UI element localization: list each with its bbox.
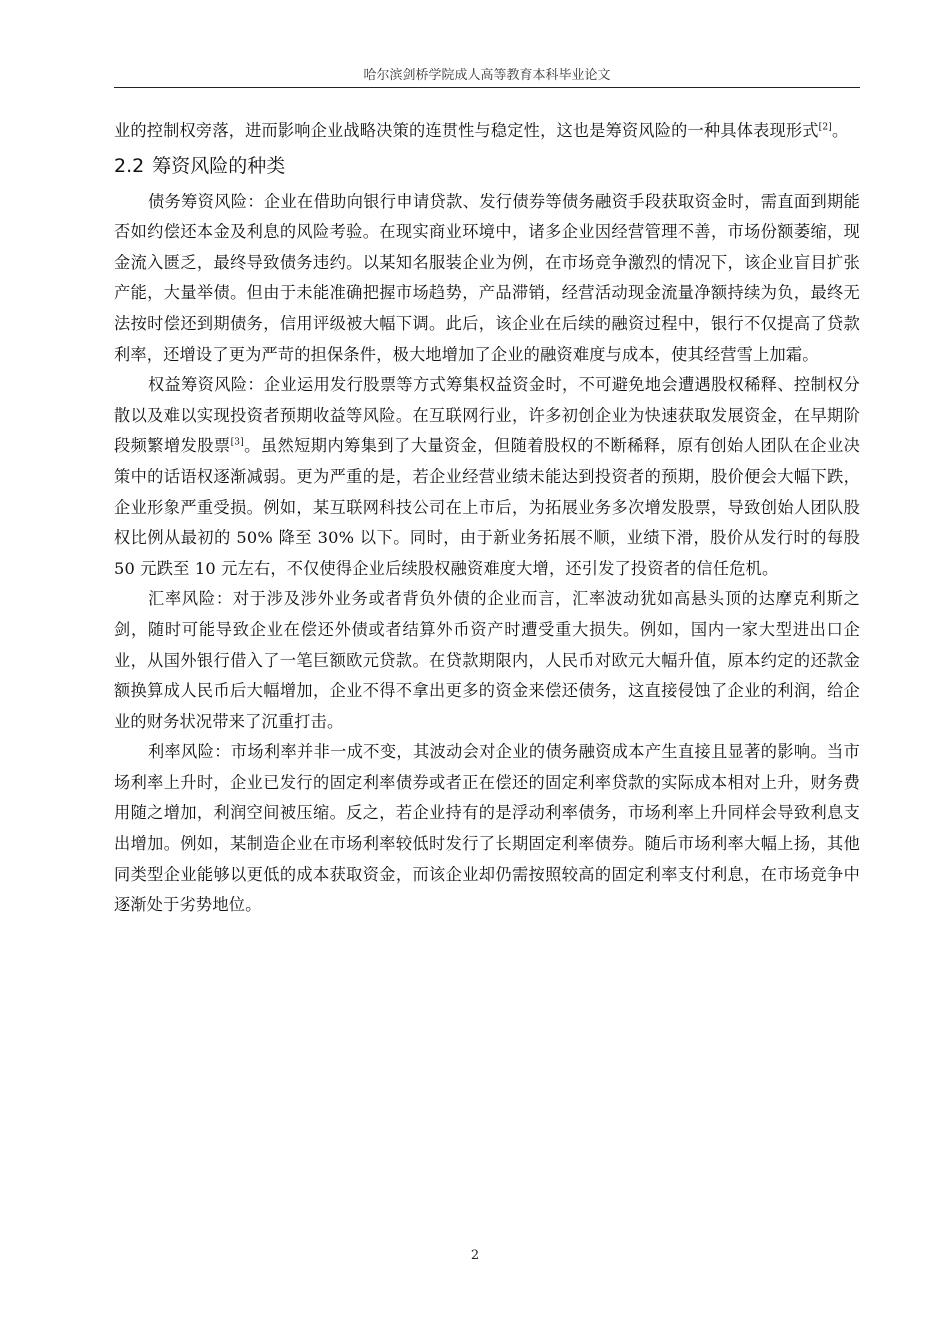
citation-ref: [3] bbox=[230, 437, 244, 448]
page-number: 2 bbox=[470, 1248, 480, 1263]
header-divider bbox=[114, 87, 860, 88]
paragraph-interest-risk: 利率风险：市场利率并非一成不变，其波动会对企业的债务融资成本产生直接且显著的影响。当市场利率上升时，企业已发行的固定利率债券或者正在偿还的固定利率贷款的实际成本相对上升，财务费用随之增加，利润空间被压缩。反之，若企业持有的是浮动利率债务，市场利率上升同样会导致利息支出增加。例如，某制造企业在市场利率较低时发行了长期固定利率债券。随后市场利率大幅上扬，其他同类型企业能够以更低的成本获取资金，而该企业却仍需按照较高的固定利率支付利息，在市场竞争中逐渐处于劣势地位。 bbox=[114, 742, 860, 915]
paragraph-exchange-risk: 汇率风险：对于涉及涉外业务或者背负外债的企业而言，汇率波动犹如高悬头顶的达摩克利斯之剑，随时可能导致企业在偿还外债或者结算外币资产时遭受重大损失。例如，国内一家大型进出口企业，从国外银行借入了一笔巨额欧元贷款。在贷款期限内，人民币对欧元大幅升值，原本约定的还款金额换算成人民币后大幅增加，企业不得不拿出更多的资金来偿还债务，这直接侵蚀了企业的利润，给企业的财务状况带来了沉重打击。 bbox=[114, 589, 860, 731]
page-header: 哈尔滨剑桥学院成人高等教育本科毕业论文 bbox=[363, 68, 611, 83]
section-title: 筹资风险的种类 bbox=[152, 154, 286, 177]
continuation-end: 。 bbox=[832, 121, 849, 140]
equity-text-before: 权益筹资风险：企业运用发行股票等方式筹集权益资金时，不可避免地会遭遇股权稀释、控制权分散以及难以实现投资者预期收益等风险。在互联网行业，许多初创企业为快速获取发展资金，在早期阶段频繁增发股票 bbox=[114, 375, 860, 456]
equity-text-after: 。虽然短期内筹集到了大量资金，但随着股权的不断稀释，原有创始人团队在企业决策中的话语权逐渐减弱。更为严重的是，若企业经营业绩未能达到投资者的预期，股价便会大幅下跌，企业形象严重受损。例如，某互联网科技公司在上市后，为拓展业务多次增发股票，导致创始人团队股权比例从最初的 50% 降至 30% 以下。同时，由于新业务拓展不顺，业绩下滑，股价从发行时的每股 50 元跌至 10 元左右，不仅使得企业后续股权融资难度大增，还引发了投资者的信任危机。 bbox=[114, 436, 860, 578]
continuation-paragraph bbox=[114, 116, 860, 147]
section-number: 2.2 bbox=[114, 154, 145, 177]
paragraph-equity-risk bbox=[114, 370, 860, 584]
section-heading bbox=[114, 149, 860, 183]
citation-ref: [2] bbox=[818, 122, 833, 133]
paragraph-debt-risk: 债务筹资风险：企业在借助向银行申请贷款、发行债券等债务融资手段获取资金时，需直面到期能否如约偿还本金及利息的风险考验。在现实商业环境中，诸多企业因经营管理不善，市场份额萎缩，现金流入匮乏，最终导致债务违约。以某知名服装企业为例，在市场竞争激烈的情况下，该企业盲目扩张产能，大量举债。但由于未能准确把握市场趋势，产品滞销，经营活动现金流量净额持续为负，最终无法按时偿还到期债务，信用评级被大幅下调。此后，该企业在后续的融资过程中，银行不仅提高了贷款利率，还增设了更为严苛的担保条件，极大地增加了企业的融资难度与成本，使其经营雪上加霜。 bbox=[114, 191, 860, 364]
continuation-text: 业的控制权旁落，进而影响企业战略决策的连贯性与稳定性，这也是筹资风险的一种具体表现形式 bbox=[114, 121, 819, 140]
page-body bbox=[114, 116, 860, 921]
